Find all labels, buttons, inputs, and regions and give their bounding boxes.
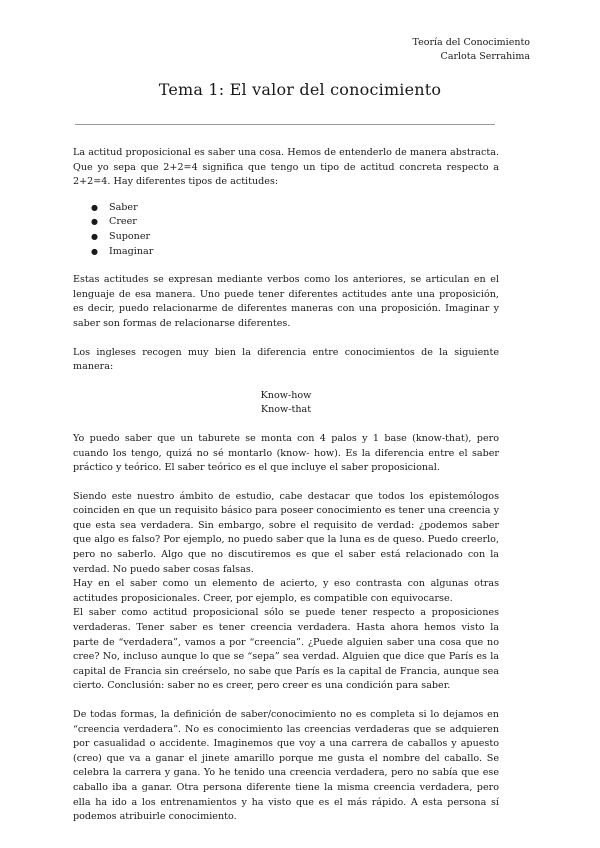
paragraph-belief: El saber como actitud proposicional sólo se puede tener respecto a proposiciones verdaderas. Tener saber es tener creencia verdadera. Hasta ahora hemos visto la parte de “verdadera”, vamos a por “creencia”. ¿Puede alguien saber una cosa que no cree? No, incluso aunque lo que se “sepa” sea verdad. Alguien que dice que París es la capital de Francia sin creérselo, no sabe que París es la capital de Francia, aunque sea cierto. Conclusión: saber no es creer, pero creer es una condición para saber. [73,607,499,692]
bullet-icon: ● [91,231,98,241]
paragraph-truth: Siendo este nuestro ámbito de estudio, cabe destacar que todos los epistemólogos coinciden en que un requisito básico para poseer conocimiento es tener una creencia y que esta sea verdadera. Sin embargo, sobre el requisito de verdad: ¿podemos saber que algo es falso? Por ejemplo, no puedo saber que la luna es de queso. Puedo creerlo, pero no saberlo. Algo que no discutiremos es que el saber está relacionado con la verdad. No puedo saber cosas falsas. [73,490,499,575]
paragraph-stool: Yo puedo saber que un taburete se monta con 4 palos y 1 base (know-that), pero cuando los tengo, quizá no sé montarlo (know- how). Es la diferencia entre el saber práctico y teórico. El saber teórico es el que incluye el saber proposicional. [73,432,499,474]
page-header [413,36,530,64]
bullet-icon: ● [91,202,98,212]
paragraph-definition: De todas formas, la definición de saber/conocimiento no es completa si lo dejamos en “creencia verdadera”. No es conocimiento las creencias verdaderas que se adquieren por casualidad o accidente. Imaginemos que voy a una carrera de caballos y apuesto (creo) que va a ganar el jinete amarillo porque me gusta el nombre del caballo. Se celebra la carrera y gana. Yo he tenido una creencia verdadera, pero no sabía que ese caballo iba a ganar. Otra persona diferente tiene la misma creencia verdadera, pero ella ha ido a los entrenamientos y ha visto que es el más rápido. A esta persona sí podemos atribuirle conocimiento. [73,709,499,823]
course-name: Teoría del Conocimiento [412,37,530,48]
attitudes-list [73,201,499,259]
list-item: ● Suponer [73,230,499,245]
title-divider [75,124,495,125]
paragraph-attitudes: Estas actitudes se expresan mediante verbos como los anteriores, se articulan en el lenguaje de esa manera. Uno puede tener diferentes actitudes ante una proposición, es decir, puedo relacionarme de diferentes maneras con una proposición. Imaginar y saber son formas de relacionarse diferentes. [73,274,499,329]
document-title: Tema 1: El valor del conocimiento [158,80,442,99]
bullet-icon: ● [91,246,98,256]
paragraph-english: Los ingleses recogen muy bien la diferencia entre conocimientos de la siguiente manera: [73,346,499,373]
paragraph-intro: La actitud proposicional es saber una cosa. Hemos de entenderlo de manera abstracta. Que yo sepa que 2+2=4 significa que tengo un tipo de actitud concreta respecto a 2+2=4. Hay diferentes tipos de actitudes: [73,147,499,188]
document-body [73,146,499,825]
know-that-label: Know-that [260,404,312,416]
list-item: ● Imaginar [73,245,499,260]
bullet-icon: ● [91,217,98,227]
paragraph-accuracy: Hay en el saber como un elemento de acierto, y eso contrasta con algunas otras actitudes proposicionales. Creer, por ejemplo, es compatible con equivocarse. [73,578,499,604]
author-name: Carlota Serrahima [440,51,530,62]
list-item: ● Saber [73,201,499,216]
list-item: ● Creer [73,215,499,230]
know-how-label: Know-how [260,389,312,401]
